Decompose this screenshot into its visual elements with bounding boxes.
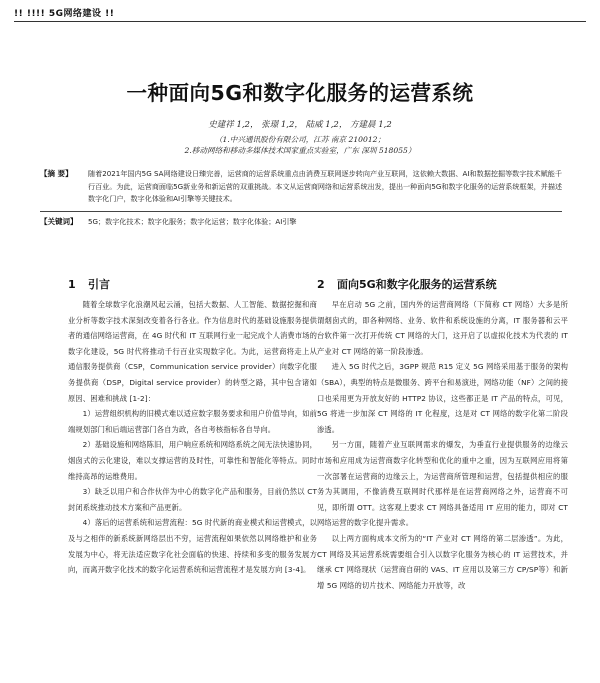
section-2-number: 2 [317, 278, 325, 291]
section-1-paragraph: 1）运营组织机构的旧模式难以适应数字服务要求和用户价值导向，如前端规划部门和后端运营部门各自为政，各自考核指标各自导向。 [68, 409, 317, 434]
abstract-row [40, 168, 562, 206]
abstract-text: 随着2021年国内5G SA网络建设日臻完善，运营商的运营系统重点由消费互联网逐步转向产业互联网，这依赖大数据、AI和数据挖掘等数字技术赋能千行百业。为此，运营商面临5G新业务和新运营的双重挑战。本文从运营商网络和运营系统出发，提出一种面向5G和数字化服务的运营系统框架，并描述数字化门户，数字化体验和AI引擎等关键技术。 [88, 169, 563, 203]
section-2-title: 面向5G和数字化服务的运营系统 [337, 278, 497, 291]
section-1-title: 引言 [88, 278, 110, 291]
section-2-paragraph: 以上两方面构成本文所为的“IT 产业对 CT 网络的第二层渗透”。为此，CT 网络及其运营系统需要组合引入以数字化服务为核心的 IT 运营技术，并继承 CT 网络现状（运营商自研的 VAS、IT 应用以及第三方 CP/SP等）和新增 5G 网络的切片技术、网络能力开放等，改 [317, 533, 568, 590]
running-header: !! !!!! 5G网络建设 !! [14, 9, 115, 19]
affiliation-1: （1.中兴通讯股份有限公司，江苏 南京 210012； [214, 135, 386, 144]
section-1-number: 1 [68, 278, 76, 291]
right-column [317, 276, 568, 593]
header-divider [14, 21, 586, 22]
paper-authors: 史建祥 1,2， 张璟 1,2， 陆威 1,2， 方建晨 1,2 [208, 120, 392, 130]
paper-title: 一种面向5G和数字化服务的运营系统 [126, 81, 474, 105]
keywords-row [40, 211, 562, 229]
section-1-paragraph: 4）落后的运营系统和运营流程：5G 时代新的商业模式和运营模式，以及与之相伴的新系统新网络层出不穷，运营流程如果依然以网络维护和业务发展为中心，将无法适应数字化社会面临的快速、持续和多变的服务发展方向，而离开数字化技术的数字化运营系统和运营流程才是发展方向 [3-4]。 [68, 518, 317, 575]
section-1-heading [68, 276, 317, 294]
section-2-paragraph: 另一方面，随着产业互联网需求的爆发，为垂直行业提供服务的边缘云市场和应用成为运营商数字化转型和优化的重中之重，因为互联网应用将第一次部署在运营商的边缘云上，为运营商所管理和运营，包括提供相应的服务为其调用，不像消费互联网时代那样是在运营商网络之外，运营商不可见，即所谓 OTT。这客观上要求 CT 网络具备适用 IT 应用的能力，即对 CT 网络运营的数字化提升需求。 [317, 440, 568, 528]
keywords-label: 【关键词】 [40, 216, 78, 226]
affiliation-2: 2.移动网络和移动多媒体技术国家重点实验室，广东 深圳 518055） [184, 146, 416, 155]
section-2-heading [317, 276, 568, 294]
section-1-paragraph: 2）基础设施和网络陈旧，用户响应系统和网络系统之间无法快速协同，烟囱式的云化建设，难以支撑运营的及时性，可靠性和智能化等特点。同时维持高昂的运维费用。 [68, 440, 317, 481]
section-1-paragraph: 3）缺乏以用户和合作伙伴为中心的数字化产品和服务，目前仍然以 CT 封闭系统推动技术方案和产品更新。 [68, 487, 317, 512]
section-2-paragraph: 进入 5G 时代之后，3GPP 规范 R15 定义 5G 网络采用基于服务的架构（SBA），典型的特点是微服务、跨平台和易演进，网络功能（NF）之间的接口也采用更为开放友好的 HTTP2 协议，这些都正是 IT 产品的特点，可见，5G 将进一步加深 CT 网络的 IT 化程度，这是对 CT 网络的数字化第二阶段渗透。 [317, 362, 568, 434]
abstract-block [40, 168, 562, 228]
abstract-label: 【摘 要】 [40, 169, 73, 178]
left-column [68, 276, 317, 578]
section-2-paragraph: 早在启动 5G 之前，国内外的运营商网络（下简称 CT 网络）大多是所谓烟囱式的，即各种网络、业务、软件和系统设施的分离，IT 服务器和云平台软件第一次打开传统 CT 网络的大门，这开启了以虚拟化技术为代表的 IT 产业对 CT 网络的第一阶段渗透。 [317, 300, 568, 356]
section-1-paragraph: 随着全球数字化浪潮风起云涌，包括大数据、人工智能、数据挖掘和商业分析等数字技术深刻改变着各行各业。作为信息时代的基础设施服务提供者的通信网络运营商，在 4G 时代和 IT 互联网行业一起完成个人消费市场的数字化建设，5G 时代将推动千行百业实现数字化。为此，运营商将走上从通信服务提供商（CSP，Communication service provider）向数字化服务提供商（DSP，Digital service provider）的转型之路，其中包含诸如原因、困难和挑战 [1-2]： [68, 300, 317, 403]
keywords-text: 5G；数字化技术；数字化服务；数字化运营；数字化体验；AI引擎 [88, 216, 297, 226]
